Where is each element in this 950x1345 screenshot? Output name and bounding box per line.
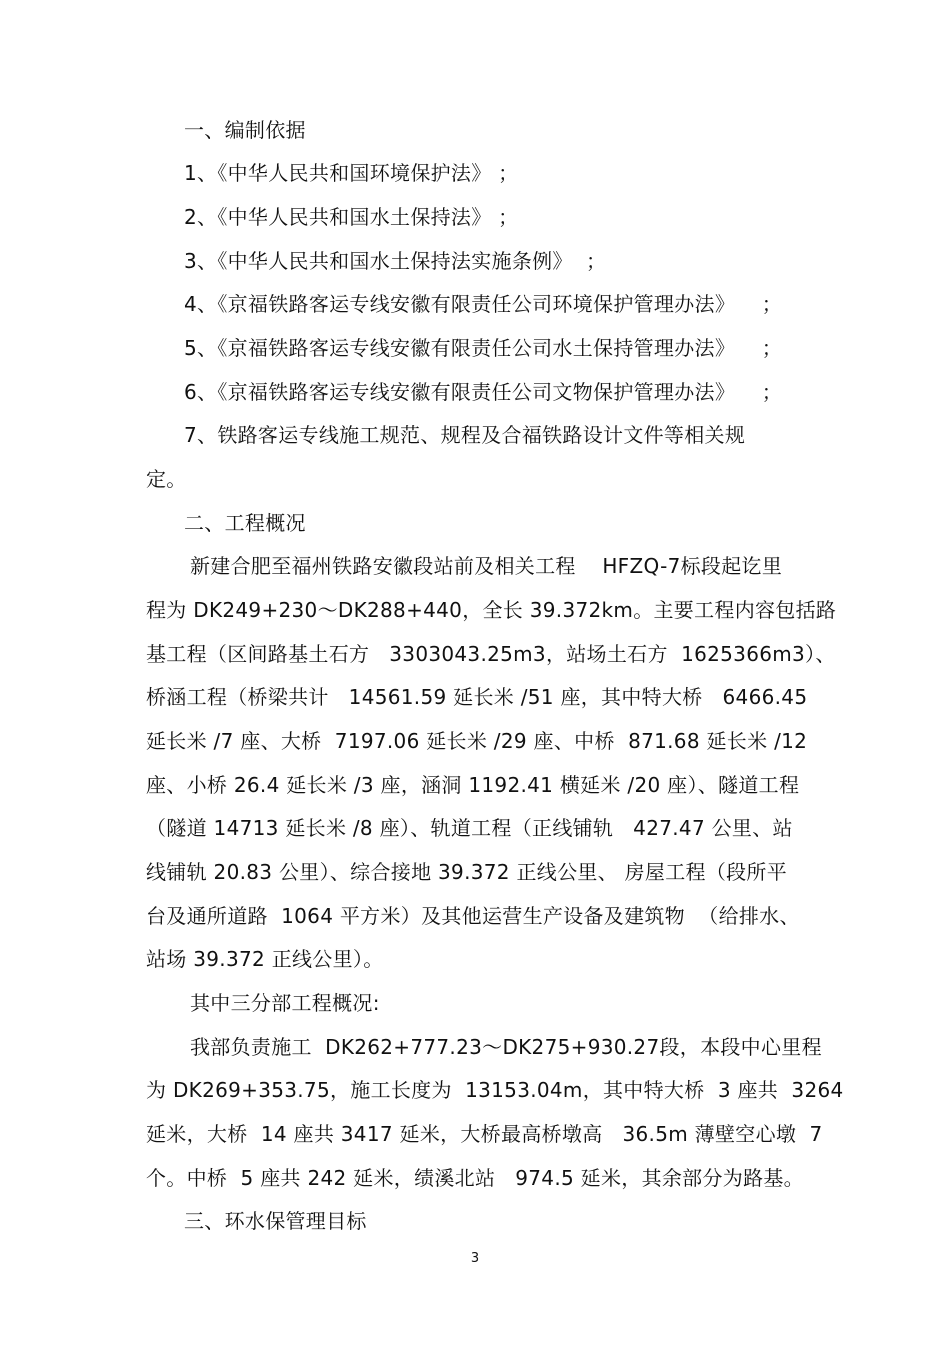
section3-paragraph-line: 为 DK269+353.75，施工长度为 13153.04m，其中特大桥 3 座共 3264 (146, 1078, 844, 1102)
basis-item-7: 7、铁路客运专线施工规范、规程及合福铁路设计文件等相关规 (184, 423, 746, 447)
basis-item-2: 2、《中华人民共和国水土保持法》 ； (184, 205, 519, 229)
section-heading-overview: 二、工程概况 (184, 511, 306, 535)
section-heading-basis: 一、编制依据 (184, 118, 306, 142)
section-heading-targets: 三、环水保管理目标 (184, 1209, 367, 1233)
overview-paragraph-line: 桥涵工程（桥梁共计 14561.59 延长米 /51 座，其中特大桥 6466.45 (146, 685, 808, 709)
basis-item-3: 3、《中华人民共和国水土保持法实施条例》 ； (184, 249, 607, 273)
page-number: 3 (470, 1251, 480, 1266)
subheading-section3: 其中三分部工程概况: (190, 991, 380, 1015)
overview-paragraph-line: 基工程（区间路基土石方 3303043.25m3，站场土石方 1625366m3）、 (146, 642, 836, 666)
basis-item-4: 4、《京福铁路客运专线安徽有限责任公司环境保护管理办法》 ； (184, 292, 783, 316)
basis-item-7-continued: 定。 (146, 467, 187, 491)
overview-paragraph-line: 站场 39.372 正线公里）。 (146, 947, 384, 971)
section3-paragraph-line: 我部负责施工 DK262+777.23～DK275+930.27段，本段中心里程 (190, 1035, 822, 1059)
overview-paragraph-line: 程为 DK249+230～DK288+440，全长 39.372km。主要工程内容包括路 (146, 598, 837, 622)
basis-item-6: 6、《京福铁路客运专线安徽有限责任公司文物保护管理办法》 ； (184, 380, 783, 404)
section3-paragraph-line: 个。中桥 5 座共 242 延米，绩溪北站 974.5 延米，其余部分为路基。 (146, 1166, 804, 1190)
overview-paragraph-line: 新建合肥至福州铁路安徽段站前及相关工程 HFZQ-7标段起讫里 (190, 554, 783, 578)
overview-paragraph-line: 座、小桥 26.4 延长米 /3 座，涵洞 1192.41 横延米 /20 座）、隧道工程 (146, 773, 800, 797)
section3-paragraph-line: 延米，大桥 14 座共 3417 延米，大桥最高桥墩高 36.5m 薄壁空心墩 7 (146, 1122, 823, 1146)
basis-item-5: 5、《京福铁路客运专线安徽有限责任公司水土保持管理办法》 ； (184, 336, 783, 360)
overview-paragraph-line: 线铺轨 20.83 公里）、综合接地 39.372 正线公里、 房屋工程（段所平 (146, 860, 788, 884)
basis-item-1: 1、《中华人民共和国环境保护法》 ； (184, 161, 519, 185)
overview-paragraph-line: 延长米 /7 座、大桥 7197.06 延长米 /29 座、中桥 871.68 延长米 /12 (146, 729, 808, 753)
overview-paragraph-line: 台及通所道路 1064 平方米）及其他运营生产设备及建筑物 （给排水、 (146, 904, 800, 928)
overview-paragraph-line: （隧道 14713 延长米 /8 座）、轨道工程（正线铺轨 427.47 公里、站 (146, 816, 793, 840)
